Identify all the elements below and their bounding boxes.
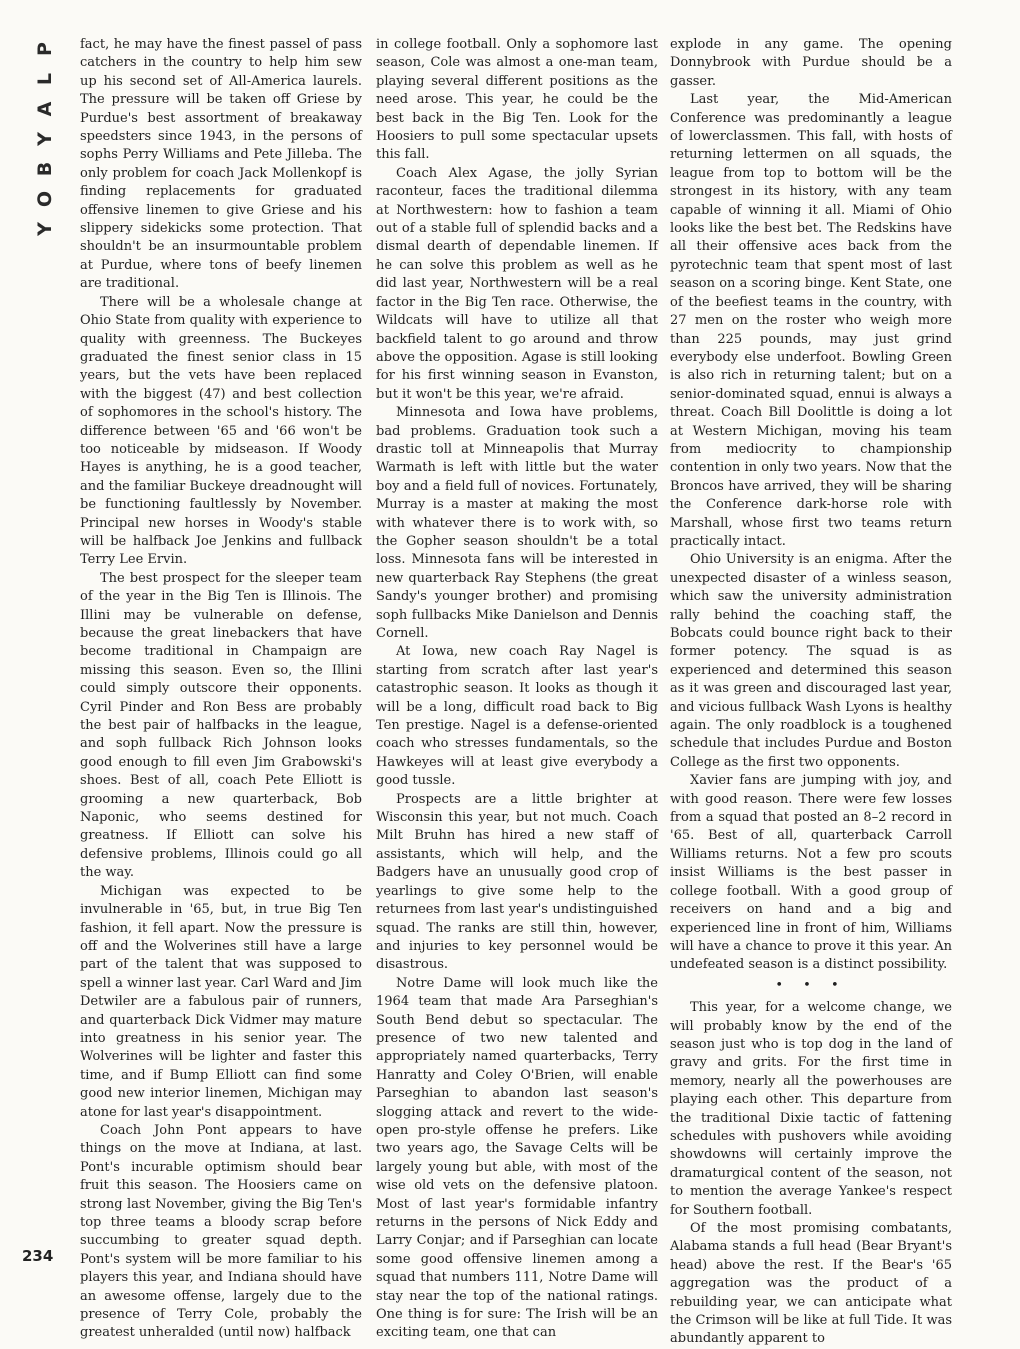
paragraph: Minnesota and Iowa have problems, bad problems. Graduation took such a drastic toll at Minneapolis that Murray Warmath is left with little but the water boy and a field full of novices. Fortunately, Murray is a master at making the most with whatever there is to work with, so the Gopher season shouldn't be a total loss. Minnesota fans will be interested in new quarterback Ray Stephens (the great Sandy's younger brother) and promising soph fullbacks Mike Danielson and Dennis Cornell. [376,405,658,641]
paragraph: fact, he may have the finest passel of pass catchers in the country to help him sew up his second set of All-America laurels. The pressure will be taken off Griese by Purdue's best assortment of breakaway speedsters since 1943, in the persons of sophs Perry Williams and Pete Jilleba. The only problem for coach Jack Mollenkopf is finding replacements for graduated offensive linemen to give Griese and his slippery sidekicks some protection. That shouldn't be an insurmountable problem at Purdue, where tons of beefy linemen are traditional. [80,37,362,292]
masthead-letter: L [34,72,56,86]
text-column-1 [80,36,362,1343]
masthead-letter: O [34,190,56,208]
paragraph: Last year, the Mid-American Conference was predominantly a league of lowerclassmen. This fall, with hosts of returning lettermen on all squads, the league from top to bottom will be the strongest in its history, with any team capable of winning it all. Miami of Ohio looks like the best bet. The Redskins have all their offensive aces back from the pyrotechnic team that spent most of last season on a scoring binge. Kent State, one of the beefiest teams in the country, with 27 men on the roster who weigh more than 225 pounds, may just grind everybody else underfoot. Bowling Green is also rich in returning talent; but on a senior-dominated squad, ennui is always a threat. Coach Bill Doolittle is doing a lot at Western Michigan, moving his team from mediocrity to championship contention in only two years. Now that the Broncos have arrived, they will be sharing the Conference dark-horse role with Marshall, whose first two teams return practically intact. [670,92,952,549]
paragraph: Ohio University is an enigma. After the unexpected disaster of a winless season, which saw the university administration rally behind the coaching staff, the Bobcats could bounce right back to their former potency. The squad is as experienced and determined this season as it was green and discouraged last year, and vicious fullback Wash Lyons is healthy again. The only roadblock is a toughened schedule that includes Purdue and Boston College as the first two opponents. [670,552,952,770]
paragraph: explode in any game. The opening Donnybrook with Purdue should be a gasser. [670,37,952,89]
paragraph: At Iowa, new coach Ray Nagel is starting from scratch after last year's catastrophic season. It looks as though it will be a long, difficult road back to Big Ten prestige. Nagel is a defense-oriented coach who stresses fundamentals, so the Hawkeyes will at least give everybody a good tussle. [376,644,658,789]
masthead-letter: P [34,42,56,56]
text-column-3 [670,36,952,1349]
paragraph: Michigan was expected to be invulnerable in '65, but, in true Big Ten fashion, it fell apart. Now the pressure is off and the Wolverines still have a large part of the talent that was supposed to spell a winner last year. Carl Ward and Jim Detwiler are a fabulous pair of runners, and quarterback Dick Vidmer may mature into greatness in his senior year. The Wolverines will be lighter and faster this time, and if Bump Elliott can find some good new interior linemen, Michigan may atone for last year's disappointment. [80,883,362,1120]
masthead-letter: Y [34,132,56,146]
paragraph: Of the most promising combatants, Alabama stands a full head (Bear Bryant's head) above the rest. If the Bear's '65 aggregation was the product of a rebuilding year, we can anticipate what the Crimson will be like at full Tide. It was abundantly apparent to [670,1221,952,1347]
text-column-2 [376,36,658,1343]
paragraph: Prospects are a little brighter at Wisconsin this year, but not much. Coach Milt Bruhn has hired a new staff of assistants, which will help, and the Badgers have an unusually good crop of yearlings to give some help to the returnees from last year's undistinguished squad. The ranks are still thin, however, and injuries to key personnel would be disastrous. [376,791,658,973]
page-number: 234 [22,1247,54,1265]
paragraph: Notre Dame will look much like the 1964 team that made Ara Parseghian's South Bend debut so spectacular. The presence of two new talented and appropriately named quarterbacks, Terry Hanratty and Coley O'Brien, will enable Parseghian to abandon last season's slogging attack and revert to the wide-open pro-style offense he prefers. Like two years ago, the Savage Celts will be largely young but able, with most of the wise old vets on the defensive platoon. Most of last year's formidable infantry returns in the persons of Nick Eddy and Larry Conjar; and if Parseghian can locate some good offensive linemen among a squad that numbers 111, Notre Dame will stay near the top of the national ratings. One thing is for sure: The Irish will be an exciting team, one that can [376,975,658,1341]
paragraph: Coach John Pont appears to have things on the move at Indiana, at last. Pont's incurable optimism should bear fruit this season. The Hoosiers came on strong last November, giving the Big Ten's top three teams a bloody scrap before succumbing to greater squad depth. Pont's system will be more familiar to his players this year, and Indiana should have an awesome offense, largely due to the presence of Terry Cole, probably the greatest unheralded (until now) halfback [80,1122,362,1341]
masthead-letter: B [34,161,56,177]
section-separator: • • • [775,977,847,993]
masthead-vertical [26,34,64,244]
paragraph: Xavier fans are jumping with joy, and with good reason. There were few losses from a squad that posted an 8–2 record in '65. Best of all, quarterback Carroll Williams returns. Not a few pro scouts insist Williams is the best passer in college football. With a good group of receivers on hand and a big and experienced line in front of him, Williams will have a chance to prove it this year. An undefeated season is a distinct possibility. [670,773,952,973]
paragraph: There will be a wholesale change at Ohio State from quality with experience to quality with greenness. The Buckeyes graduated the finest senior class in 15 years, but the vets have been replaced with the biggest (47) and best collection of sophomores in the school's history. The difference between '65 and '66 won't be too noticeable by midseason. If Woody Hayes is anything, he is a good teacher, and the familiar Buckeye dreadnought will be functioning faultlessly by November. Principal new horses in Woody's stable will be halfback Joe Jenkins and fullback Terry Lee Ervin. [80,294,362,568]
paragraph: This year, for a welcome change, we will probably know by the end of the season just who is top dog in the land of gravy and grits. For the first time in memory, nearly all the powerhouses are playing each other. This departure from the traditional Dixie tactic of fattening schedules with pushovers while avoiding showdowns will certainly improve the dramaturgical content of the season, not to mention the average Yankee's respect for Southern football. [670,1000,952,1218]
paragraph: The best prospect for the sleeper team of the year in the Big Ten is Illinois. The Illini may be vulnerable on defense, because the great linebackers that have become traditional in Champaign are missing this season. Even so, the Illini could simply outscore their opponents. Cyril Pinder and Ron Bess are probably the best pair of halfbacks in the league, and soph fullback Rich Johnson looks good enough to fill even Jim Grabowski's shoes. Best of all, coach Pete Elliott is grooming a new quarterback, Bob Naponic, who seems destined for greatness. If Elliott can solve his defensive problems, Illinois could go all the way. [80,570,362,881]
masthead-letter: A [34,101,56,117]
paragraph: Coach Alex Agase, the jolly Syrian raconteur, faces the traditional dilemma at Northwestern: how to fashion a team out of a stable full of splendid backs and a dismal dearth of dependable linemen. If he can solve this problem as well as he did last year, Northwestern will be a real factor in the Big Ten race. Otherwise, the Wildcats will have to utilize all that backfield talent to go around and throw above the opposition. Agase is still looking for his first winning season in Evanston, but it won't be this year, we're afraid. [376,165,658,402]
paragraph: in college football. Only a sophomore last season, Cole was almost a one-man team, playing several different positions as the need arose. This year, he could be the best back in the Big Ten. Look for the Hoosiers to pull some spectacular upsets this fall. [376,37,658,163]
masthead-letter: Y [34,222,56,236]
